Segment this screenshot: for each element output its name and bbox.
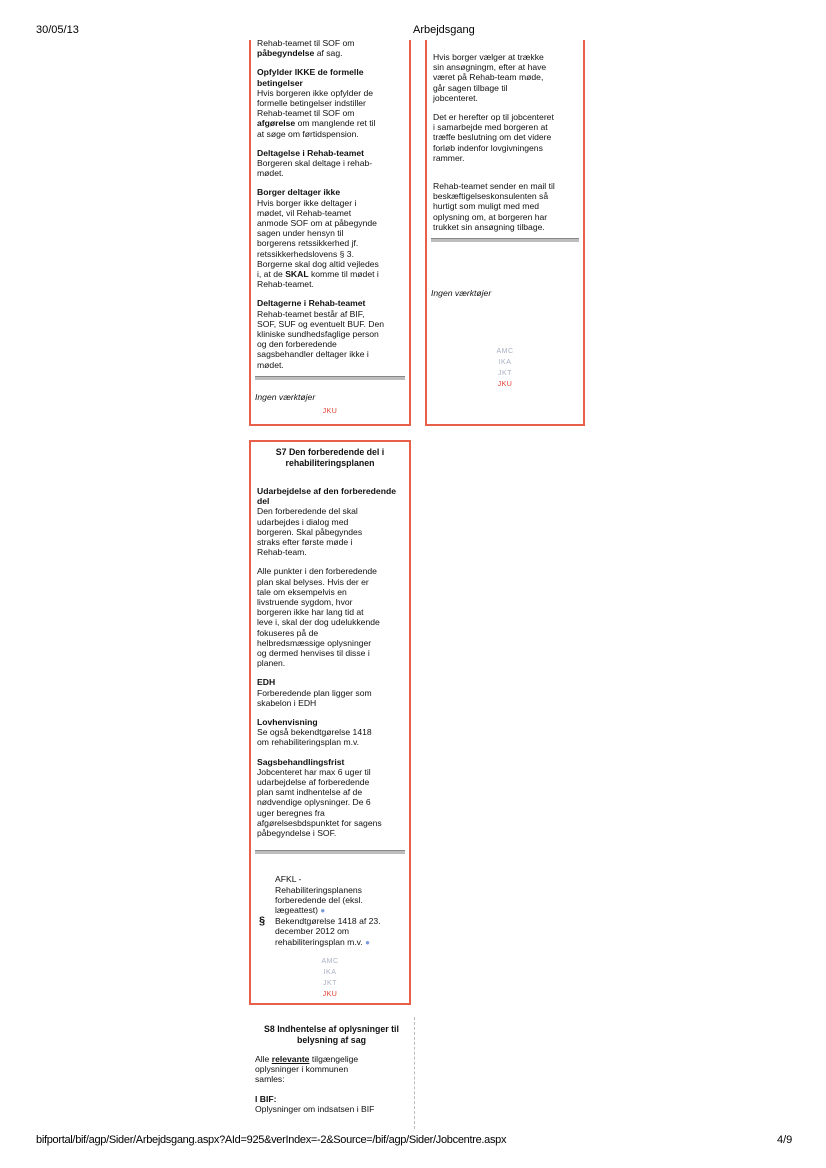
- section-heading: Sagsbehandlingsfrist: [257, 756, 345, 767]
- text-line: rammer.: [433, 152, 465, 163]
- text-line: Rehab-teamet.: [257, 279, 314, 290]
- text-line: livstruende sygdom, hvor: [257, 597, 353, 608]
- page-number: 4/9: [777, 1134, 793, 1146]
- text-line: Alle relevante tilgængelige: [255, 1054, 359, 1064]
- text-line: Se også bekendtgørelse 1418: [257, 727, 372, 738]
- role-code[interactable]: JKU: [322, 408, 338, 416]
- footer-url: bifportal/bif/agp/Sider/Arbejdsgang.aspx?AId=925&verIndex=-2&Source=/bif/agp/Sider/Jobcentre.aspx: [36, 1134, 507, 1146]
- step-box-s7: [249, 440, 411, 1005]
- text-line: beskæftigelseskonsulenten så: [433, 191, 549, 202]
- text-line: påbegyndelse i SOF.: [257, 828, 337, 839]
- role-code[interactable]: JKT: [323, 979, 337, 987]
- print-date: 30/05/13: [36, 24, 79, 36]
- step-box-rehab-team: [249, 40, 411, 426]
- text-line: leve i, skal der dog udelukkende: [257, 617, 380, 628]
- step-box-withdraw: [425, 40, 585, 426]
- text-line: oplysninger i kommunen: [255, 1064, 349, 1075]
- link-bekendtgoerelse[interactable]: [251, 916, 409, 948]
- divider: [431, 238, 579, 242]
- text-line: borgeren ikke har lang tid at: [257, 607, 364, 618]
- section-heading: Deltagelse i Rehab-teamet: [257, 147, 364, 158]
- text-line: Borgerne skal dog altid vejledes: [257, 258, 379, 269]
- link-line: rehabiliteringsplan m.v. ●: [275, 936, 370, 947]
- cut-line-2: påbegyndelse af sag.: [257, 48, 343, 59]
- text-line: Hvis borger ikke deltager i: [257, 197, 357, 208]
- text-line: borgeren. Skal påbegyndes: [257, 526, 363, 537]
- text-line: hurtigt som muligt med med: [433, 201, 540, 212]
- text-line: om rehabiliteringsplan m.v.: [257, 737, 360, 748]
- role-code[interactable]: IKA: [498, 359, 512, 367]
- section-heading: Udarbejdelse af den forberedende del: [257, 486, 396, 507]
- text-line: SOF, SUF og eventuelt BUF. Den: [257, 318, 385, 329]
- text-line: udarbejdelse af forberedende: [257, 777, 370, 788]
- text-line: skabelon i EDH: [257, 697, 317, 708]
- text-line: jobcenteret.: [433, 92, 478, 103]
- role-code[interactable]: JKT: [498, 370, 512, 378]
- role-codes: [251, 956, 409, 1000]
- text-line: og den forberedende: [257, 339, 337, 350]
- text-line: Det er herefter op til jobcenteret: [433, 112, 554, 123]
- text-line: formelle betingelser indstiller: [257, 98, 366, 109]
- text-line: forløb indenfor lovgivningens: [433, 142, 543, 153]
- print-title: Arbejdsgang: [413, 24, 475, 36]
- role-code[interactable]: IKA: [323, 968, 337, 976]
- text-line: mødet.: [257, 168, 284, 179]
- text-line: planen.: [257, 658, 286, 669]
- text-line: og dermed henvises til disse i: [257, 648, 370, 659]
- text-line: trukket sin ansøgning tilbage.: [433, 221, 545, 232]
- text-line: sagen under hensyn til: [257, 228, 344, 239]
- text-line: går sagen tilbage til: [433, 82, 508, 93]
- divider: [255, 850, 405, 854]
- section-heading: Deltagerne i Rehab-teamet: [257, 298, 366, 309]
- text-line: uger beregnes fra: [257, 807, 325, 818]
- text-line: Den forberedende del skal: [257, 506, 358, 517]
- text-line: oplysning om, at borgeren har: [433, 211, 548, 222]
- text-line: anmode SOF om at påbegynde: [257, 218, 377, 229]
- step-box-s8: [249, 1017, 415, 1129]
- role-code[interactable]: AMC: [321, 957, 339, 965]
- text-line: været på Rehab-team møde,: [433, 72, 544, 83]
- text-line: kliniske sundhedsfaglige person: [257, 329, 379, 340]
- text-line: helbredsmæssige oplysninger: [257, 637, 372, 648]
- role-code[interactable]: JKU: [322, 990, 338, 998]
- text-line: Rehab-team.: [257, 547, 307, 558]
- section-heading: I BIF:: [255, 1093, 277, 1104]
- role-code[interactable]: AMC: [496, 348, 514, 356]
- text-line: Rehab-teamet til SOF om: [257, 108, 355, 119]
- role-codes: [427, 346, 583, 390]
- text-line: Rehab-teamet sender en mail til: [433, 181, 555, 192]
- text-line: plan skal belyses. Hvis der er: [257, 576, 369, 587]
- text-line: straks efter første møde i: [257, 537, 353, 548]
- text-line: sin ansøgningm, efter at have: [433, 62, 547, 73]
- link-line: Rehabiliteringsplanens: [275, 884, 362, 895]
- text-line: nødvendige oplysninger. De 6: [257, 797, 371, 808]
- text-line: samles:: [255, 1074, 285, 1085]
- step-title: S7 Den forberedende del i rehabiliteringsplanen: [275, 447, 385, 468]
- section-heading: Lovhenvisning: [257, 717, 318, 728]
- link-line: Bekendtgørelse 1418 af 23.: [275, 916, 381, 927]
- text-line: mødet.: [257, 359, 284, 370]
- paragraph-icon: §: [259, 915, 266, 928]
- text-line: Oplysninger om indsatsen i BIF: [255, 1103, 375, 1114]
- text-line: afgørelsesbdspunktet for sagens: [257, 817, 382, 828]
- text-line: at søge om førtidspension.: [257, 128, 359, 139]
- text-line: fokuseres på de: [257, 627, 319, 638]
- text-line: Borgeren skal deltage i rehab-: [257, 158, 373, 169]
- text-line: afgørelse om manglende ret til: [257, 118, 376, 129]
- link-line: AFKL -: [275, 874, 302, 885]
- info-icon: ●: [320, 905, 326, 915]
- link-afkl[interactable]: [251, 874, 409, 916]
- text-line: Hvis borger vælger at trække: [433, 52, 544, 62]
- text-line: Jobcenteret har max 6 uger til: [257, 766, 371, 777]
- step-title: S8 Indhentelse af oplysninger til belysning af sag: [264, 1024, 399, 1045]
- link-line: december 2012 om: [275, 926, 350, 937]
- text-line: retssikkerhedslovens § 3.: [257, 248, 354, 259]
- text-line: sagsbehandler deltager ikke i: [257, 349, 369, 360]
- tools-label: Ingen værktøjer: [431, 288, 492, 299]
- section-heading: Opfylder IKKE de formelle betingelser: [257, 67, 364, 88]
- text-line: Forberedende plan ligger som: [257, 687, 372, 698]
- link-line: lægeattest) ●: [275, 904, 326, 915]
- text-line: Rehab-teamet består af BIF,: [257, 308, 365, 319]
- text-line: i samarbejde med borgeren at: [433, 122, 548, 133]
- text-line: mødet, vil Rehab-teamet: [257, 207, 352, 218]
- info-icon: ●: [365, 937, 370, 947]
- cut-line: Rehab-teamet til SOF om: [257, 40, 355, 48]
- text-line: i, at de SKAL komme til mødet i: [257, 269, 379, 280]
- link-line: forberedende del (eksl.: [275, 894, 363, 905]
- text-line: plan samt indhentelse af de: [257, 787, 363, 798]
- tools-label: Ingen værktøjer: [255, 391, 316, 402]
- text-line: Hvis borgeren ikke opfylder de: [257, 87, 374, 98]
- divider: [255, 376, 405, 380]
- section-heading: EDH: [257, 677, 276, 688]
- text-line: udarbejdes i dialog med: [257, 516, 349, 527]
- text-line: træffe beslutning om det videre: [433, 132, 552, 143]
- text-line: tale om eksempelvis en: [257, 586, 347, 597]
- section-heading: Borger deltager ikke: [257, 187, 341, 198]
- role-code[interactable]: JKU: [497, 381, 513, 389]
- text-line: borgerens retssikkerhed jf.: [257, 238, 359, 249]
- text-line: Alle punkter i den forberedende: [257, 566, 377, 577]
